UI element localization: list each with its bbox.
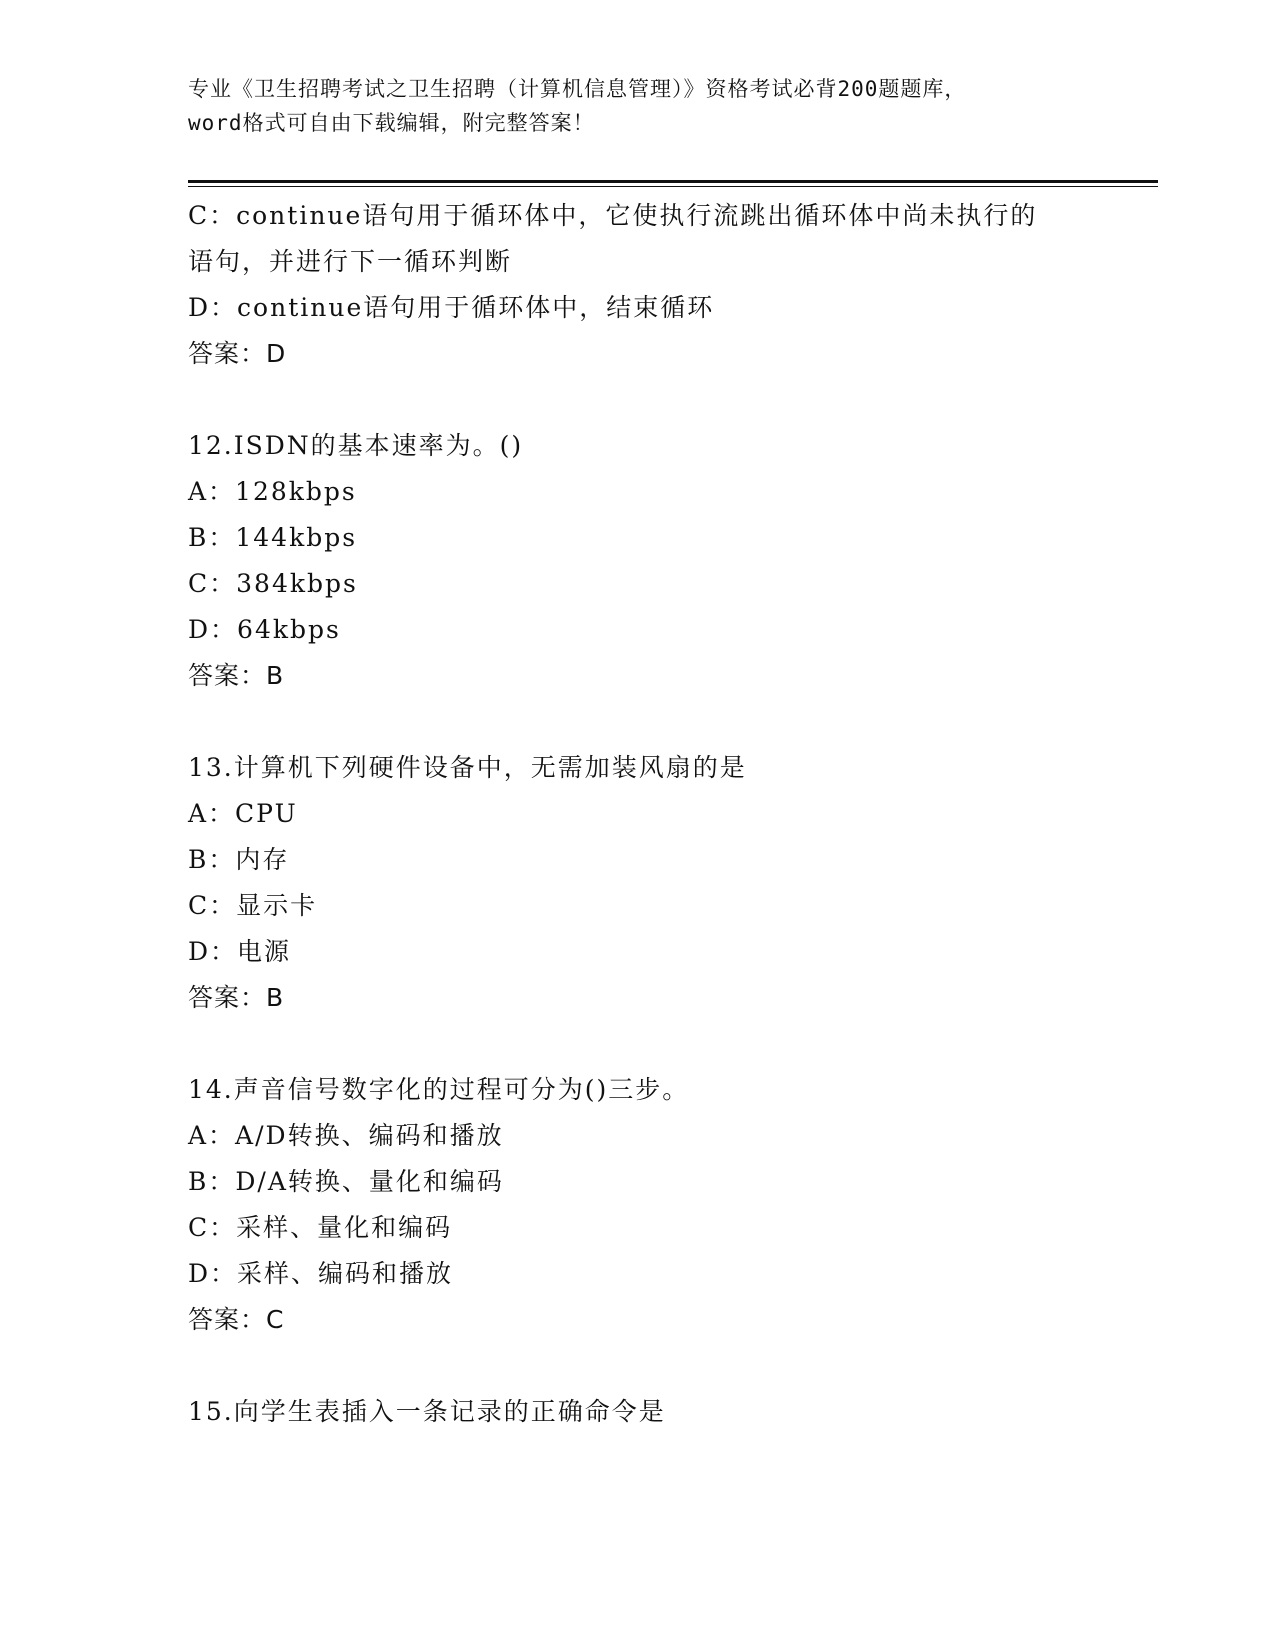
option-a: A：CPU [188, 799, 298, 828]
option-a: A：128kbps [188, 477, 357, 506]
header-subtitle-line: word格式可自由下载编辑，附完整答案！ [188, 111, 595, 135]
option-c: C：384kbps [188, 569, 358, 598]
question-stem: 14.声音信号数字化的过程可分为()三步。 [188, 1075, 690, 1104]
spacer [188, 699, 1108, 745]
question-13 [188, 745, 1108, 1021]
option-d: D：continue语句用于循环体中，结束循环 [188, 293, 715, 322]
spacer [188, 377, 1108, 423]
option-c: C：continue语句用于循环体中，它使执行流跳出循环体中尚未执行的 [188, 201, 1038, 230]
option-d: D：64kbps [188, 615, 341, 644]
answer-line: 答案：B [188, 661, 285, 690]
option-b: B：D/A转换、量化和编码 [188, 1167, 504, 1196]
question-15 [188, 1389, 1108, 1435]
question-14 [188, 1067, 1108, 1343]
question-12 [188, 423, 1108, 699]
document-header [188, 72, 1088, 140]
option-c-continued: 语句，并进行下一循环判断 [188, 247, 513, 276]
option-c: C：显示卡 [188, 891, 318, 920]
option-a: A：A/D转换、编码和播放 [188, 1121, 504, 1150]
answer-line: 答案：D [188, 339, 287, 368]
question-content [188, 193, 1108, 1435]
answer-line: 答案：B [188, 983, 285, 1012]
question-stem: 15.向学生表插入一条记录的正确命令是 [188, 1397, 666, 1426]
spacer [188, 1021, 1108, 1067]
option-b: B：内存 [188, 845, 290, 874]
option-d: D：电源 [188, 937, 292, 966]
header-divider-thin [188, 186, 1158, 187]
option-c: C：采样、量化和编码 [188, 1213, 453, 1242]
question-11-continued [188, 193, 1108, 377]
question-stem: 13.计算机下列硬件设备中，无需加装风扇的是 [188, 753, 747, 782]
option-d: D：采样、编码和播放 [188, 1259, 454, 1288]
answer-line: 答案：C [188, 1305, 285, 1334]
header-divider-thick [188, 180, 1158, 183]
spacer [188, 1343, 1108, 1389]
header-title-line: 专业《卫生招聘考试之卫生招聘（计算机信息管理）》资格考试必背200题题库， [188, 77, 967, 101]
option-b: B：144kbps [188, 523, 358, 552]
question-stem: 12.ISDN的基本速率为。() [188, 431, 524, 460]
